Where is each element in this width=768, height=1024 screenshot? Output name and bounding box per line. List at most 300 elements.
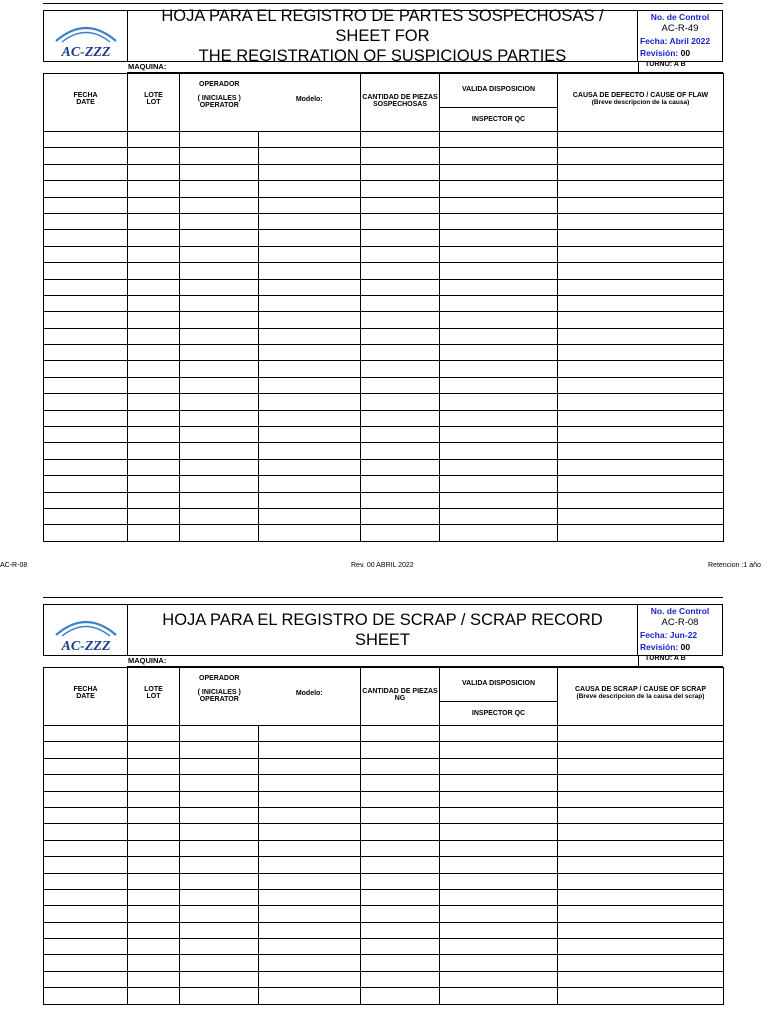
entry-cell[interactable] <box>128 758 180 774</box>
entry-cell[interactable] <box>440 459 558 475</box>
entry-cell[interactable] <box>361 181 440 197</box>
entry-cell[interactable] <box>361 443 440 459</box>
entry-cell[interactable] <box>44 295 128 311</box>
entry-cell[interactable] <box>440 873 558 889</box>
entry-cell[interactable] <box>558 857 724 873</box>
entry-cell[interactable] <box>180 328 259 344</box>
entry-cell[interactable] <box>44 459 128 475</box>
entry-cell[interactable] <box>558 508 724 524</box>
entry-cell[interactable] <box>128 791 180 807</box>
entry-cell[interactable] <box>128 263 180 279</box>
turno-field[interactable]: TURNO: A B <box>638 61 723 72</box>
entry-cell[interactable] <box>44 181 128 197</box>
entry-cell[interactable] <box>180 312 259 328</box>
entry-cell[interactable] <box>440 476 558 492</box>
entry-cell[interactable] <box>180 791 259 807</box>
entry-cell[interactable] <box>259 410 361 426</box>
entry-cell[interactable] <box>44 345 128 361</box>
entry-cell[interactable] <box>180 263 259 279</box>
entry-cell[interactable] <box>44 742 128 758</box>
entry-cell[interactable] <box>361 492 440 508</box>
entry-cell[interactable] <box>558 955 724 971</box>
entry-cell[interactable] <box>361 328 440 344</box>
entry-cell[interactable] <box>180 840 259 856</box>
entry-cell[interactable] <box>361 508 440 524</box>
entry-cell[interactable] <box>128 427 180 443</box>
entry-cell[interactable] <box>259 922 361 938</box>
entry-cell[interactable] <box>44 508 128 524</box>
entry-cell[interactable] <box>440 427 558 443</box>
entry-cell[interactable] <box>361 394 440 410</box>
entry-cell[interactable] <box>44 427 128 443</box>
entry-cell[interactable] <box>558 132 724 148</box>
entry-cell[interactable] <box>361 263 440 279</box>
entry-cell[interactable] <box>361 279 440 295</box>
entry-cell[interactable] <box>558 459 724 475</box>
entry-cell[interactable] <box>361 132 440 148</box>
entry-cell[interactable] <box>259 312 361 328</box>
entry-cell[interactable] <box>361 525 440 541</box>
entry-cell[interactable] <box>361 410 440 426</box>
entry-cell[interactable] <box>180 279 259 295</box>
entry-cell[interactable] <box>361 939 440 955</box>
entry-cell[interactable] <box>558 889 724 905</box>
entry-cell[interactable] <box>259 971 361 987</box>
entry-cell[interactable] <box>44 328 128 344</box>
entry-cell[interactable] <box>180 955 259 971</box>
entry-cell[interactable] <box>361 742 440 758</box>
entry-cell[interactable] <box>259 492 361 508</box>
entry-cell[interactable] <box>440 791 558 807</box>
entry-cell[interactable] <box>558 328 724 344</box>
entry-cell[interactable] <box>44 361 128 377</box>
entry-cell[interactable] <box>259 525 361 541</box>
entry-cell[interactable] <box>558 427 724 443</box>
entry-cell[interactable] <box>440 889 558 905</box>
turno-field[interactable]: TURNO: A B <box>638 655 723 666</box>
entry-cell[interactable] <box>128 197 180 213</box>
entry-cell[interactable] <box>558 873 724 889</box>
entry-cell[interactable] <box>128 807 180 823</box>
entry-cell[interactable] <box>361 476 440 492</box>
entry-cell[interactable] <box>440 906 558 922</box>
entry-cell[interactable] <box>44 971 128 987</box>
entry-cell[interactable] <box>44 279 128 295</box>
control-code: AC-R-08 <box>661 617 699 628</box>
entry-cell[interactable] <box>259 988 361 1004</box>
entry-cell[interactable] <box>180 889 259 905</box>
entry-cell[interactable] <box>180 164 259 180</box>
entry-cell[interactable] <box>128 328 180 344</box>
entry-cell[interactable] <box>44 394 128 410</box>
entry-cell[interactable] <box>128 873 180 889</box>
entry-cell[interactable] <box>440 328 558 344</box>
entry-cell[interactable] <box>558 906 724 922</box>
entry-cell[interactable] <box>440 361 558 377</box>
entry-cell[interactable] <box>128 312 180 328</box>
entry-cell[interactable] <box>558 758 724 774</box>
entry-cell[interactable] <box>128 492 180 508</box>
entry-cell[interactable] <box>259 508 361 524</box>
entry-cell[interactable] <box>44 840 128 856</box>
entry-cell[interactable] <box>558 775 724 791</box>
table-row <box>44 410 724 426</box>
entry-cell[interactable] <box>440 525 558 541</box>
entry-cell[interactable] <box>180 742 259 758</box>
entry-cell[interactable] <box>440 508 558 524</box>
entry-cell[interactable] <box>558 971 724 987</box>
entry-cell[interactable] <box>180 775 259 791</box>
entry-cell[interactable] <box>440 148 558 164</box>
entry-cell[interactable] <box>44 906 128 922</box>
entry-cell[interactable] <box>259 807 361 823</box>
entry-cell[interactable] <box>558 246 724 262</box>
entry-cell[interactable] <box>180 726 259 742</box>
entry-cell[interactable] <box>259 443 361 459</box>
entry-cell[interactable] <box>44 758 128 774</box>
entry-cell[interactable] <box>180 345 259 361</box>
entry-cell[interactable] <box>259 132 361 148</box>
entry-cell[interactable] <box>180 459 259 475</box>
entry-cell[interactable] <box>128 508 180 524</box>
entry-cell[interactable] <box>259 726 361 742</box>
entry-cell[interactable] <box>440 377 558 393</box>
entry-cell[interactable] <box>440 742 558 758</box>
entry-cell[interactable] <box>180 394 259 410</box>
entry-cell[interactable] <box>44 132 128 148</box>
entry-cell[interactable] <box>44 263 128 279</box>
entry-cell[interactable] <box>558 164 724 180</box>
entry-cell[interactable] <box>44 164 128 180</box>
entry-cell[interactable] <box>128 443 180 459</box>
entry-cell[interactable] <box>180 824 259 840</box>
entry-cell[interactable] <box>558 988 724 1004</box>
entry-cell[interactable] <box>361 197 440 213</box>
entry-cell[interactable] <box>44 377 128 393</box>
entry-cell[interactable] <box>361 345 440 361</box>
entry-cell[interactable] <box>44 889 128 905</box>
entry-cell[interactable] <box>361 906 440 922</box>
entry-cell[interactable] <box>558 312 724 328</box>
entry-cell[interactable] <box>558 525 724 541</box>
entry-cell[interactable] <box>259 459 361 475</box>
entry-cell[interactable] <box>180 361 259 377</box>
entry-cell[interactable] <box>128 939 180 955</box>
entry-cell[interactable] <box>558 476 724 492</box>
entry-cell[interactable] <box>259 775 361 791</box>
entry-cell[interactable] <box>440 807 558 823</box>
entry-cell[interactable] <box>440 988 558 1004</box>
entry-cell[interactable] <box>44 775 128 791</box>
entry-cell[interactable] <box>180 906 259 922</box>
entry-cell[interactable] <box>128 410 180 426</box>
entry-cell[interactable] <box>180 988 259 1004</box>
entry-cell[interactable] <box>180 197 259 213</box>
entry-cell[interactable] <box>128 775 180 791</box>
col-fecha: FECHA DATE <box>44 74 128 132</box>
entry-cell[interactable] <box>440 345 558 361</box>
entry-cell[interactable] <box>180 148 259 164</box>
entry-cell[interactable] <box>361 955 440 971</box>
entry-cell[interactable] <box>558 410 724 426</box>
entry-cell[interactable] <box>44 873 128 889</box>
entry-cell[interactable] <box>440 857 558 873</box>
entry-cell[interactable] <box>440 840 558 856</box>
entry-cell[interactable] <box>180 246 259 262</box>
entry-cell[interactable] <box>361 726 440 742</box>
entry-cell[interactable] <box>180 807 259 823</box>
entry-cell[interactable] <box>128 459 180 475</box>
entry-cell[interactable] <box>361 230 440 246</box>
entry-cell[interactable] <box>440 164 558 180</box>
entry-cell[interactable] <box>259 230 361 246</box>
entry-cell[interactable] <box>180 213 259 229</box>
entry-cell[interactable] <box>440 971 558 987</box>
entry-cell[interactable] <box>259 906 361 922</box>
entry-cell[interactable] <box>361 312 440 328</box>
entry-cell[interactable] <box>361 988 440 1004</box>
entry-cell[interactable] <box>128 922 180 938</box>
entry-cell[interactable] <box>361 824 440 840</box>
entry-cell[interactable] <box>44 791 128 807</box>
entry-cell[interactable] <box>558 377 724 393</box>
entry-cell[interactable] <box>180 492 259 508</box>
entry-cell[interactable] <box>361 758 440 774</box>
entry-cell[interactable] <box>259 181 361 197</box>
entry-cell[interactable] <box>128 132 180 148</box>
entry-cell[interactable] <box>440 394 558 410</box>
entry-cell[interactable] <box>128 246 180 262</box>
entry-cell[interactable] <box>128 889 180 905</box>
entry-cell[interactable] <box>128 345 180 361</box>
entry-cell[interactable] <box>128 361 180 377</box>
entry-cell[interactable] <box>128 148 180 164</box>
entry-cell[interactable] <box>128 742 180 758</box>
entry-cell[interactable] <box>128 377 180 393</box>
entry-cell[interactable] <box>44 443 128 459</box>
entry-cell[interactable] <box>259 939 361 955</box>
entry-cell[interactable] <box>259 148 361 164</box>
entry-cell[interactable] <box>44 988 128 1004</box>
entry-cell[interactable] <box>259 889 361 905</box>
entry-cell[interactable] <box>128 213 180 229</box>
entry-cell[interactable] <box>180 508 259 524</box>
entry-cell[interactable] <box>361 459 440 475</box>
entry-cell[interactable] <box>44 955 128 971</box>
entry-cell[interactable] <box>128 971 180 987</box>
entry-cell[interactable] <box>44 230 128 246</box>
entry-cell[interactable] <box>440 492 558 508</box>
entry-cell[interactable] <box>44 410 128 426</box>
entry-cell[interactable] <box>259 857 361 873</box>
entry-cell[interactable] <box>128 857 180 873</box>
entry-cell[interactable] <box>259 263 361 279</box>
entry-cell[interactable] <box>180 295 259 311</box>
entry-cell[interactable] <box>44 148 128 164</box>
entry-cell[interactable] <box>259 840 361 856</box>
entry-cell[interactable] <box>44 857 128 873</box>
entry-cell[interactable] <box>440 955 558 971</box>
entry-cell[interactable] <box>558 840 724 856</box>
entry-cell[interactable] <box>128 476 180 492</box>
entry-cell[interactable] <box>558 824 724 840</box>
table-row <box>44 525 724 541</box>
entry-cell[interactable] <box>440 939 558 955</box>
entry-cell[interactable] <box>361 857 440 873</box>
entry-cell[interactable] <box>259 361 361 377</box>
entry-cell[interactable] <box>128 164 180 180</box>
entry-cell[interactable] <box>361 361 440 377</box>
entry-cell[interactable] <box>180 857 259 873</box>
entry-cell[interactable] <box>180 939 259 955</box>
entry-cell[interactable] <box>44 213 128 229</box>
entry-cell[interactable] <box>128 955 180 971</box>
entry-cell[interactable] <box>44 312 128 328</box>
entry-cell[interactable] <box>558 807 724 823</box>
entry-cell[interactable] <box>440 181 558 197</box>
entry-cell[interactable] <box>259 246 361 262</box>
entry-cell[interactable] <box>128 295 180 311</box>
entry-cell[interactable] <box>558 361 724 377</box>
entry-cell[interactable] <box>259 328 361 344</box>
entry-cell[interactable] <box>361 807 440 823</box>
entry-cell[interactable] <box>440 443 558 459</box>
entry-cell[interactable] <box>440 922 558 938</box>
entry-cell[interactable] <box>259 742 361 758</box>
entry-cell[interactable] <box>259 377 361 393</box>
entry-cell[interactable] <box>259 873 361 889</box>
entry-cell[interactable] <box>44 824 128 840</box>
entry-cell[interactable] <box>361 971 440 987</box>
entry-cell[interactable] <box>180 525 259 541</box>
entry-cell[interactable] <box>259 345 361 361</box>
entry-cell[interactable] <box>440 230 558 246</box>
entry-cell[interactable] <box>180 132 259 148</box>
entry-cell[interactable] <box>259 164 361 180</box>
entry-cell[interactable] <box>259 427 361 443</box>
entry-cell[interactable] <box>180 873 259 889</box>
entry-cell[interactable] <box>361 922 440 938</box>
entry-cell[interactable] <box>440 279 558 295</box>
entry-cell[interactable] <box>440 312 558 328</box>
entry-cell[interactable] <box>361 427 440 443</box>
entry-cell[interactable] <box>440 824 558 840</box>
entry-cell[interactable] <box>180 377 259 393</box>
entry-cell[interactable] <box>361 873 440 889</box>
entry-cell[interactable] <box>128 840 180 856</box>
entry-cell[interactable] <box>440 758 558 774</box>
entry-cell[interactable] <box>361 377 440 393</box>
entry-cell[interactable] <box>259 295 361 311</box>
entry-cell[interactable] <box>44 922 128 938</box>
entry-cell[interactable] <box>361 246 440 262</box>
entry-cell[interactable] <box>440 726 558 742</box>
entry-cell[interactable] <box>361 791 440 807</box>
entry-cell[interactable] <box>440 132 558 148</box>
entry-cell[interactable] <box>440 410 558 426</box>
entry-cell[interactable] <box>558 181 724 197</box>
entry-cell[interactable] <box>128 181 180 197</box>
entry-cell[interactable] <box>361 164 440 180</box>
entry-cell[interactable] <box>440 295 558 311</box>
entry-cell[interactable] <box>558 791 724 807</box>
entry-cell[interactable] <box>180 427 259 443</box>
entry-cell[interactable] <box>180 758 259 774</box>
entry-cell[interactable] <box>259 197 361 213</box>
entry-cell[interactable] <box>558 345 724 361</box>
entry-cell[interactable] <box>440 775 558 791</box>
entry-cell[interactable] <box>128 988 180 1004</box>
entry-cell[interactable] <box>44 939 128 955</box>
entry-cell[interactable] <box>259 279 361 295</box>
entry-cell[interactable] <box>558 742 724 758</box>
entry-cell[interactable] <box>440 246 558 262</box>
entry-cell[interactable] <box>558 263 724 279</box>
entry-cell[interactable] <box>361 148 440 164</box>
entry-cell[interactable] <box>44 492 128 508</box>
entry-cell[interactable] <box>128 906 180 922</box>
entry-cell[interactable] <box>180 922 259 938</box>
entry-cell[interactable] <box>44 246 128 262</box>
entry-cell[interactable] <box>44 726 128 742</box>
entry-cell[interactable] <box>180 181 259 197</box>
entry-cell[interactable] <box>128 394 180 410</box>
entry-cell[interactable] <box>259 476 361 492</box>
entry-cell[interactable] <box>259 758 361 774</box>
entry-cell[interactable] <box>558 295 724 311</box>
entry-cell[interactable] <box>361 889 440 905</box>
entry-cell[interactable] <box>128 230 180 246</box>
entry-cell[interactable] <box>558 230 724 246</box>
entry-cell[interactable] <box>558 443 724 459</box>
entry-cell[interactable] <box>259 824 361 840</box>
entry-cell[interactable] <box>558 394 724 410</box>
entry-cell[interactable] <box>558 922 724 938</box>
entry-cell[interactable] <box>361 775 440 791</box>
entry-cell[interactable] <box>558 492 724 508</box>
entry-cell[interactable] <box>259 213 361 229</box>
entry-cell[interactable] <box>180 410 259 426</box>
entry-cell[interactable] <box>180 443 259 459</box>
entry-cell[interactable] <box>558 148 724 164</box>
entry-cell[interactable] <box>558 279 724 295</box>
entry-cell[interactable] <box>361 840 440 856</box>
entry-cell[interactable] <box>44 476 128 492</box>
entry-cell[interactable] <box>558 939 724 955</box>
entry-cell[interactable] <box>44 807 128 823</box>
entry-cell[interactable] <box>361 295 440 311</box>
entry-cell[interactable] <box>440 213 558 229</box>
entry-cell[interactable] <box>128 824 180 840</box>
entry-cell[interactable] <box>259 791 361 807</box>
entry-cell[interactable] <box>558 213 724 229</box>
entry-cell[interactable] <box>180 476 259 492</box>
entry-cell[interactable] <box>259 955 361 971</box>
entry-cell[interactable] <box>180 971 259 987</box>
entry-cell[interactable] <box>44 525 128 541</box>
entry-cell[interactable] <box>128 279 180 295</box>
entry-cell[interactable] <box>180 230 259 246</box>
entry-cell[interactable] <box>558 726 724 742</box>
entry-cell[interactable] <box>128 525 180 541</box>
entry-cell[interactable] <box>558 197 724 213</box>
entry-cell[interactable] <box>440 263 558 279</box>
entry-cell[interactable] <box>440 197 558 213</box>
entry-cell[interactable] <box>44 197 128 213</box>
entry-cell[interactable] <box>128 726 180 742</box>
entry-cell[interactable] <box>259 394 361 410</box>
entry-cell[interactable] <box>361 213 440 229</box>
